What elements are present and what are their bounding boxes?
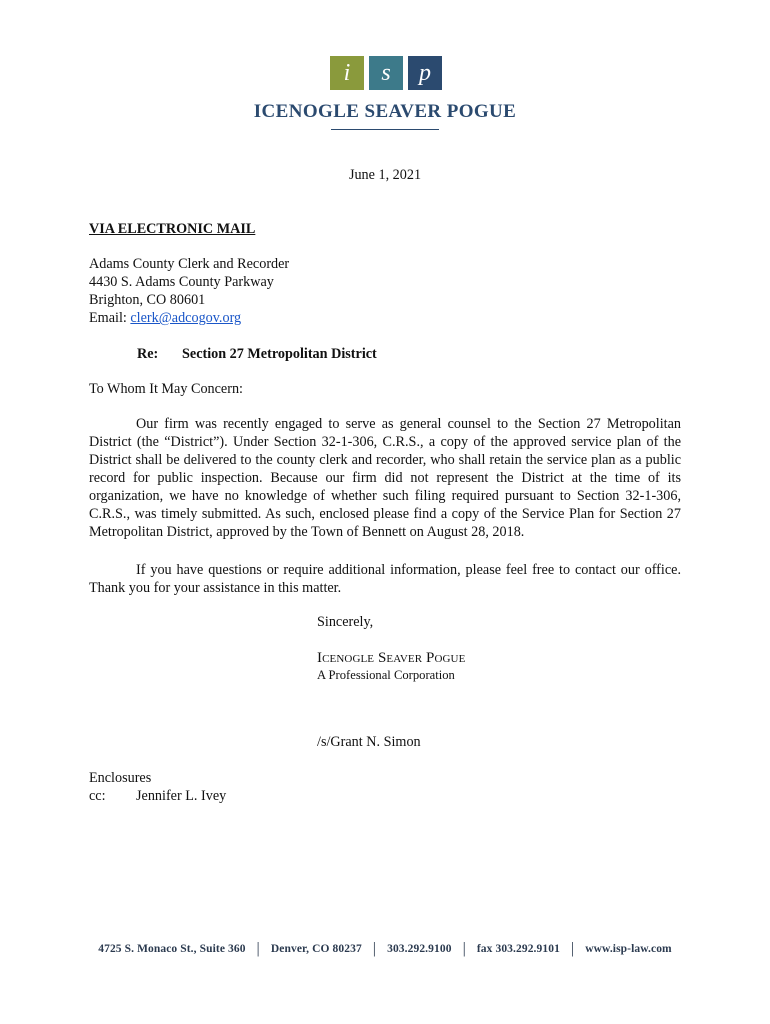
re-subject: Section 27 Metropolitan District xyxy=(182,346,377,362)
footer-address: 4725 S. Monaco St., Suite 360 xyxy=(98,943,246,955)
closing: Sincerely, xyxy=(317,614,374,630)
enclosures: Enclosures xyxy=(89,770,152,786)
letterhead-divider xyxy=(331,129,439,130)
footer-separator: | xyxy=(570,940,575,957)
cc-label: cc: xyxy=(89,788,106,804)
letterhead-footer xyxy=(0,940,770,958)
address-line-1: Adams County Clerk and Recorder xyxy=(89,256,290,272)
email-link[interactable]: clerk@adcogov.org xyxy=(130,310,242,326)
address-line-3: Brighton, CO 80601 xyxy=(89,292,206,308)
logo-letter-p: p xyxy=(408,56,442,90)
footer-phone: 303.292.9100 xyxy=(387,943,452,955)
body-paragraph-2: If you have questions or require additional information, please feel free to contact our office. Thank you for your assistance in this matter. xyxy=(89,562,681,596)
logo-letter-s: s xyxy=(369,56,403,90)
footer-separator: | xyxy=(462,940,466,957)
address-line-2: 4430 S. Adams County Parkway xyxy=(89,274,274,290)
delivery-method: VIA ELECTRONIC MAIL xyxy=(89,221,256,237)
footer-website[interactable]: www.isp-law.com xyxy=(585,943,672,955)
letterhead xyxy=(0,56,770,130)
footer-separator: | xyxy=(256,940,260,957)
letter-date: June 1, 2021 xyxy=(348,167,422,183)
footer-separator: | xyxy=(372,940,377,957)
email-label: Email: xyxy=(89,310,131,326)
re-label: Re: xyxy=(137,346,159,362)
cc-line xyxy=(89,788,226,805)
logo-letter-i: i xyxy=(330,56,364,90)
signature-corporation: A Professional Corporation xyxy=(317,668,455,682)
salutation: To Whom It May Concern: xyxy=(89,381,243,397)
recipient-address xyxy=(89,255,289,327)
cc-name: Jennifer L. Ivey xyxy=(136,788,227,804)
signature-name: /s/Grant N. Simon xyxy=(317,734,421,750)
firm-name: ICENOGLE SEAVER POGUE xyxy=(253,101,517,122)
footer-city: Denver, CO 80237 xyxy=(270,943,362,955)
footer-fax: fax 303.292.9101 xyxy=(476,943,560,955)
firm-logo xyxy=(2,56,770,90)
re-line xyxy=(137,346,377,363)
signature-firm: Icenogle Seaver Pogue xyxy=(317,650,466,666)
body-paragraph-1: Our firm was recently engaged to serve as general counsel to the Section 27 Metropolitan District (the “District”). Under Section 32-1-306, C.R.S., a copy of the approved service plan of the District shall be delivered to the county clerk and recorder, who shall retain the service plan as a public record for public inspection. Because our firm did not represent the District at the time of its organization, we have no knowledge of whether such filing required pursuant to Section 32-1-306, C.R.S., was timely submitted. As such, enclosed please find a copy of the Service Plan for Section 27 Metropolitan District, approved by the Town of Bennett on August 28, 2018. xyxy=(89,416,681,540)
address-email-line xyxy=(89,309,289,327)
